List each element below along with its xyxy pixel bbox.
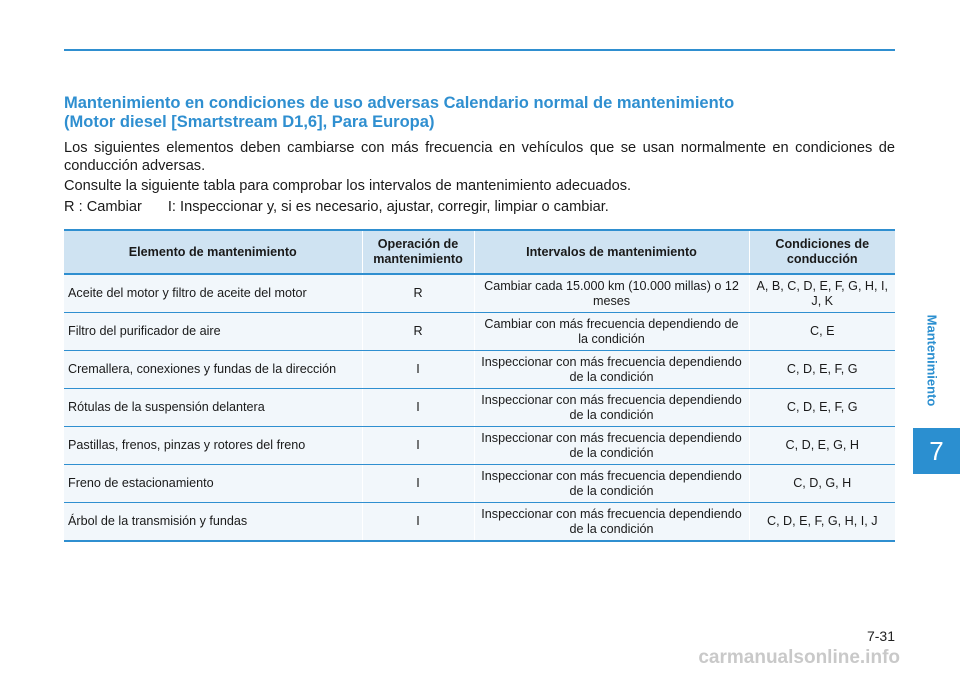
page-title <box>64 94 894 132</box>
chapter-tab: 7 <box>913 428 960 474</box>
cell-operation: I <box>362 503 474 542</box>
page-number: 7-31 <box>866 628 895 644</box>
cell-conditions: C, E <box>749 313 895 351</box>
table-row <box>64 274 895 313</box>
cell-interval: Inspeccionar con más frecuencia dependiendo de la condición <box>474 427 749 465</box>
cell-operation: I <box>362 427 474 465</box>
cell-conditions: C, D, E, G, H <box>749 427 895 465</box>
maintenance-table <box>64 229 895 542</box>
cell-operation: R <box>362 313 474 351</box>
cell-interval: Cambiar con más frecuencia dependiendo de la condición <box>474 313 749 351</box>
table-header-row <box>64 230 895 274</box>
table-row <box>64 465 895 503</box>
header-interval: Intervalos de mantenimiento <box>474 230 749 274</box>
cell-conditions: C, D, E, F, G <box>749 351 895 389</box>
cell-operation: I <box>362 389 474 427</box>
cell-operation: I <box>362 351 474 389</box>
title-line-2: (Motor diesel [Smartstream D1,6], Para Europa) <box>64 113 435 131</box>
cell-item: Filtro del purificador de aire <box>64 313 362 351</box>
table-row <box>64 503 895 542</box>
cell-conditions: A, B, C, D, E, F, G, H, I, J, K <box>749 274 895 313</box>
cell-item: Árbol de la transmisión y fundas <box>64 503 362 542</box>
cell-conditions: C, D, E, F, G <box>749 389 895 427</box>
legend-inspect: I: Inspeccionar y, si es necesario, ajustar, corregir, limpiar o cambiar. <box>167 199 609 215</box>
cell-interval: Inspeccionar con más frecuencia dependiendo de la condición <box>474 503 749 542</box>
legend-line <box>64 198 895 216</box>
cell-operation: R <box>362 274 474 313</box>
cell-item: Rótulas de la suspensión delantera <box>64 389 362 427</box>
title-line-1: Mantenimiento en condiciones de uso adversas Calendario normal de mantenimiento <box>64 94 735 112</box>
header-conditions: Condiciones de conducción <box>749 230 895 274</box>
cell-interval: Inspeccionar con más frecuencia dependiendo de la condición <box>474 351 749 389</box>
cell-interval: Inspeccionar con más frecuencia dependiendo de la condición <box>474 389 749 427</box>
cell-conditions: C, D, G, H <box>749 465 895 503</box>
cell-conditions: C, D, E, F, G, H, I, J <box>749 503 895 542</box>
section-label-text: Mantenimiento <box>924 314 940 406</box>
cell-item: Pastillas, frenos, pinzas y rotores del freno <box>64 427 362 465</box>
top-rule <box>64 49 895 51</box>
legend-replace: R : Cambiar <box>64 199 142 215</box>
header-item: Elemento de mantenimiento <box>64 230 362 274</box>
cell-interval: Inspeccionar con más frecuencia dependiendo de la condición <box>474 465 749 503</box>
cell-item: Aceite del motor y filtro de aceite del motor <box>64 274 362 313</box>
section-side-label <box>920 300 944 420</box>
intro-paragraph: Los siguientes elementos deben cambiarse con más frecuencia en vehículos que se usan normalmente en condiciones de conducción adversas. <box>64 140 895 174</box>
table-row <box>64 351 895 389</box>
cell-item: Cremallera, conexiones y fundas de la dirección <box>64 351 362 389</box>
header-operation: Operación de mantenimiento <box>362 230 474 274</box>
table-row <box>64 427 895 465</box>
watermark: carmanualsonline.info <box>698 647 900 668</box>
cell-interval: Cambiar cada 15.000 km (10.000 millas) o 12 meses <box>474 274 749 313</box>
table-row <box>64 389 895 427</box>
cell-operation: I <box>362 465 474 503</box>
cell-item: Freno de estacionamiento <box>64 465 362 503</box>
table-reference-paragraph: Consulte la siguiente tabla para comprobar los intervalos de mantenimiento adecuados. <box>64 178 632 194</box>
table-row <box>64 313 895 351</box>
